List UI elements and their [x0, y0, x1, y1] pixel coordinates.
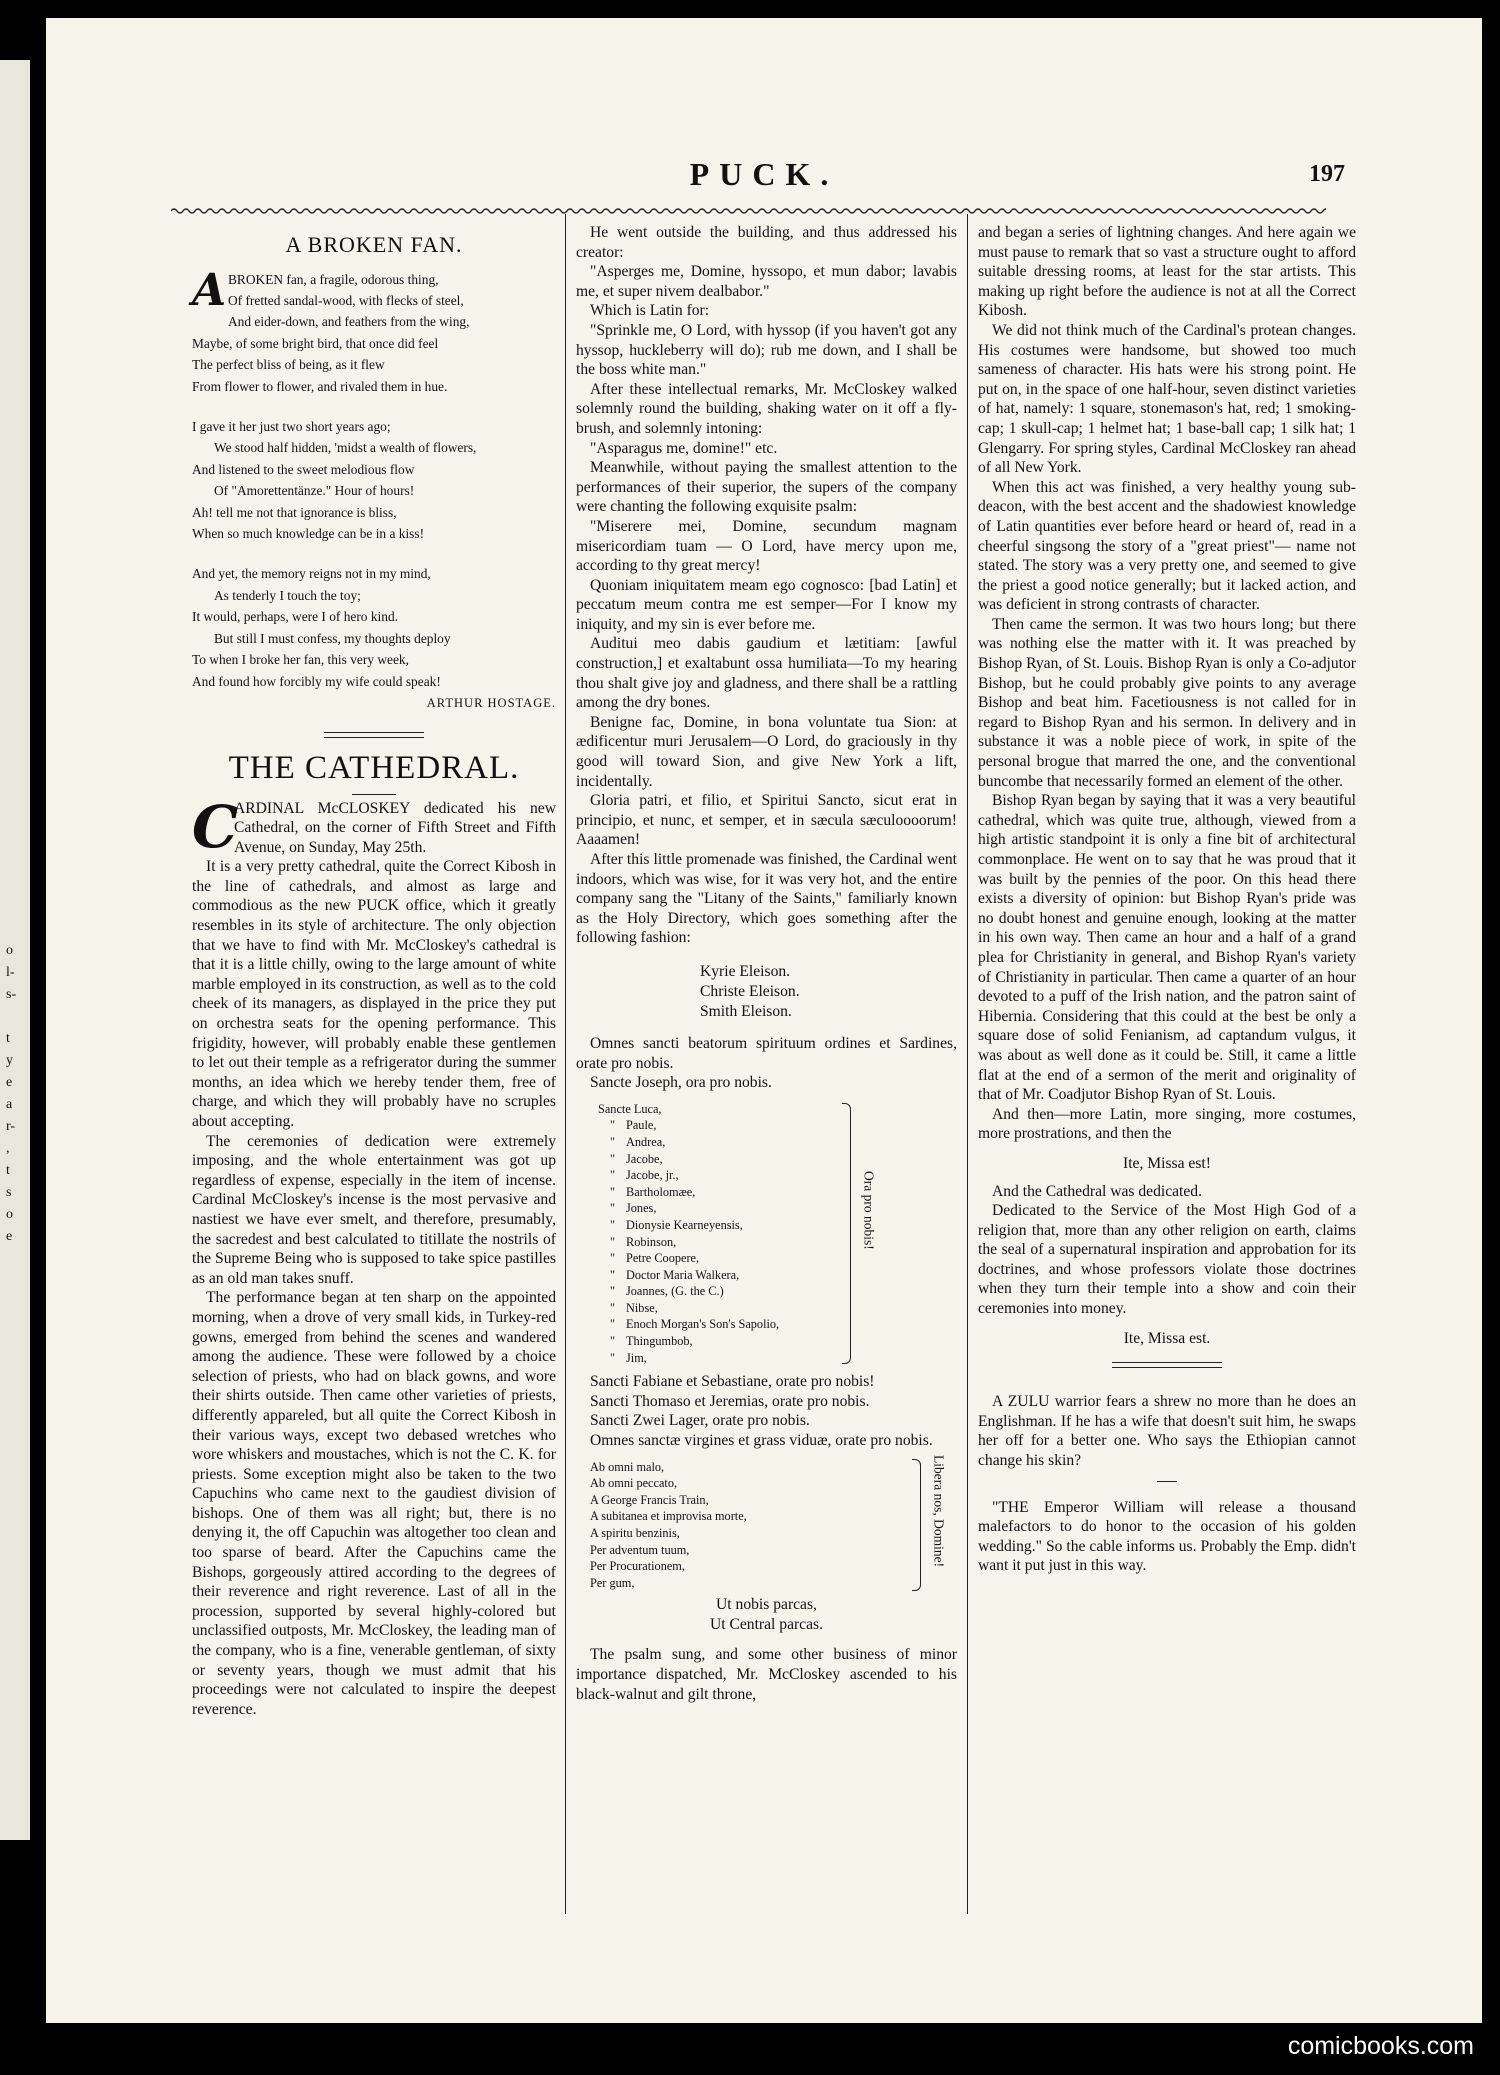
- previous-page-fragment: a: [6, 1097, 13, 1112]
- ditto-mark: ": [610, 1234, 616, 1249]
- article-paragraph: It is a very pretty cathedral, quite the Correct Kibosh in the line of cathedrals, and almost as large and commodious as the new PUCK office, which it greatly resembles in its style of architecture. The only objection that we have to find with Mr. McCloskey's cathedral is that it is a little chilly, owing to the large amount of white marble employed in its construction, as well as to the cold cheek of its managers, as displayed in the price they put on orchestra seats for the opening performance. This frigidity, however, will probably enable these gentlemen to let out their temple as a refrigerator during the summer months, an idea which we hereby tender them, free of charge, and which they will probably have no scruples about accepting.: [192, 858, 556, 1130]
- magazine-title: PUCK.: [689, 156, 839, 192]
- ditto-mark: ": [610, 1251, 616, 1266]
- litany-response: Ora pro nobis!: [861, 1170, 877, 1250]
- article-paragraph: He went outside the building, and thus addressed his creator:: [576, 224, 957, 261]
- litany-item: [598, 1234, 957, 1251]
- previous-page-fragment: e: [6, 1229, 13, 1244]
- kyrie-line: Kyrie Eleison.: [700, 962, 791, 980]
- parcas-block: [576, 1595, 957, 1635]
- column-3: [978, 223, 1356, 1576]
- litany-item: [598, 1184, 957, 1201]
- article-paragraph: The ceremonies of dedication were extremely imposing, and the whole entertainment was got up regardless of expense, especially in the item of incense. Cardinal McCloskey's incense is the most pervasive and nastiest we have ever smelt, and therefore, presumably, the sacredest and best calculated to titillate the nostrils of the Supreme Being who is supposed to take spice pastilles as an old man takes snuff.: [192, 1132, 556, 1287]
- article-paragraph: Omnes sanctæ virgines et grass viduæ, orate pro nobis.: [590, 1432, 933, 1450]
- poem-line: BROKEN fan, a fragile, odorous thing,: [228, 271, 439, 287]
- ditto-mark: ": [610, 1151, 616, 1166]
- ite-missa-est: Ite, Missa est!: [1123, 1154, 1211, 1172]
- litany-item: [598, 1134, 957, 1151]
- section-divider: [1112, 1362, 1222, 1363]
- libera-item: A spiritu benzinis,: [590, 1526, 680, 1540]
- litany-name: Petre Coopere,: [626, 1251, 700, 1266]
- litany-name: Thingumbob,: [626, 1334, 693, 1349]
- previous-page-fragment: t: [6, 1031, 10, 1046]
- article-paragraph: The performance began at ten sharp on the appointed morning, when a drove of very small kids, in Turkey-red gowns, emerged from behind the scenes and wandered among the audience. These were followed by a choice selection of priests, who had on black gowns, and wore their shirts outside. Then came other varieties of priests, differently appareled, but all quite the Correct Kibosh in their various ways, except two debased wretches who wore whiskers and moustaches, which is not the C. K. for priests. Some exception might also be taken to the two Capuchins who came next to the gaudiest division of bishops. One of them was all right; but, there is no denying it, the off Capuchin was altogether too clean and too sparse of beard. After the Capuchins came the Bishops, gorgeously attired according to the degrees of their reverence and right reverence. Last of all in the procession, supported by several highly-colored but unclassified outposts, Mr. McCloskey, the leading man of the company, who is a fine, venerable gentleman, of sixty or seventy years, though we must admit that his proceedings were not calculated to inspire the deepest reverence.: [192, 1289, 556, 1718]
- kyrie-block: [700, 962, 957, 1022]
- zulu-paragraph: [978, 1392, 1356, 1470]
- source-watermark: comicbooks.com: [1287, 2032, 1474, 2060]
- poem-line: It would, perhaps, were I of hero kind.: [192, 609, 399, 625]
- poem-line: Of "Amorettentänze." Hour of hours!: [214, 483, 415, 499]
- ditto-mark: ": [610, 1217, 616, 1232]
- article-paragraph: ARDINAL McCLOSKEY dedicated his new Cathedral, on the corner of Fifth Street and Fifth Avenue, on Sunday, May 25th.: [234, 799, 556, 856]
- section-divider: [324, 737, 424, 738]
- poem-line: I gave it her just two short years ago;: [192, 419, 391, 435]
- litany-name: Dionysie Kearneyensis,: [626, 1217, 743, 1232]
- poem-line: From flower to flower, and rivaled them in hue.: [192, 378, 448, 394]
- poem-heading: A BROKEN FAN.: [285, 232, 463, 257]
- libera-item: Ab omni malo,: [590, 1459, 665, 1474]
- article-paragraph: Meanwhile, without paying the smallest attention to the performances of their superior, the supers of the company were chanting the following exquisite psalm:: [576, 459, 957, 516]
- article-paragraph: Sancti Thomaso et Jeremias, orate pro nobis.: [590, 1392, 870, 1410]
- article-paragraph: "Sprinkle me, O Lord, with hyssop (if you haven't got any hyssop, huckleberry will do); rub me down, and I shall be the boss white man.": [576, 321, 957, 379]
- article-paragraph: Omnes sancti beatorum spirituum ordines et Sardines, orate pro nobis.: [576, 1034, 957, 1072]
- litany-name: Nibse,: [626, 1300, 658, 1315]
- libera-list: [590, 1454, 957, 1592]
- litany-item: [598, 1167, 957, 1184]
- magazine-page: [46, 18, 1482, 2023]
- libera-item: A George Francis Train,: [590, 1492, 709, 1507]
- previous-page-fragment: s: [6, 1185, 12, 1200]
- heading-rule: [352, 794, 396, 795]
- ditto-mark: ": [610, 1334, 616, 1349]
- libera-item: Per gum,: [590, 1575, 635, 1590]
- article-paragraph: Benigne fac, Domine, in bona voluntate tua Sion: at ædificentur muri Jerusalem—O Lord, do graciously in thy good will toward Sion, and give New York a lift, incidentally.: [576, 713, 957, 790]
- litany-item: [598, 1300, 957, 1317]
- litany-item: Sancte Luca,: [598, 1101, 662, 1116]
- article-paragraph: "Asperges me, Domine, hyssopo, et mun dabor; lavabis me, et super nivem dealbabor.": [576, 263, 957, 300]
- article-paragraph: The psalm sung, and some other business of minor importance dispatched, Mr. McCloskey ascended to his black-walnut and gilt throne,: [576, 1646, 957, 1703]
- article-paragraph: Dedicated to the Service of the Most High God of a religion that, more than any other religion on earth, claims the seal of a supernatural inspiration and approbation for its doctrines, and whose professors violate those doctrines when they turn their temple into a show and coin their ceremonies into money.: [978, 1202, 1356, 1318]
- litany-item: [598, 1217, 957, 1234]
- article-paragraph: Bishop Ryan began by saying that it was a very beautiful cathedral, which was quite true, although, viewed from a high artistic standpoint it is only a fine bit of architectural commonplace. He went on to say that he was proud that it was built by the pennies of the poor. On this head there exists a diversity of opinion: but Bishop Ryan's pride was no doubt honest and genuine enough, looking at the matter in his own way. Then came an hour and a half of a grand plea for Christianity in general, and Bishop Ryan's variety of Christianity in particular. Then came a quarter of an hour devoted to a puff of the Irish nation, and the patron saint of Hibernia. Considering that this could at the best be only a square dose of solid Fenianism, ad captandum vulgus, it was about as well done as it could be. Still, it came a little flat at the end of a sermon of the merit and originality of that of Mr. Coadjutor Bishop Ryan of St. Louis.: [978, 792, 1356, 1104]
- litany-item: [598, 1267, 957, 1284]
- parcas-line: Ut Central parcas.: [709, 1616, 823, 1634]
- article-paragraph: and began a series of lightning changes. And here again we must pause to remark that so vast a structure ought to afford suitable dressing rooms, at least for the star artists. This making up right before the audience is not at all the Correct Kibosh.: [978, 224, 1356, 320]
- poem-line: And listened to the sweet melodious flow: [192, 461, 415, 477]
- litany-brace: [842, 1103, 851, 1365]
- poem-author: ARTHUR HOSTAGE.: [426, 695, 556, 710]
- poem-line: And yet, the memory reigns not in my mind,: [192, 566, 431, 582]
- litany-item: [598, 1250, 957, 1267]
- previous-page-fragment: y: [6, 1053, 13, 1068]
- ditto-mark: ": [610, 1134, 616, 1149]
- poem-line: And found how forcibly my wife could speak!: [192, 673, 441, 689]
- article-paragraph: When this act was finished, a very healthy young sub-deacon, with the best accent and the shadowiest knowledge of Latin quantities ever before heard or heard of, read in a cheerful singsong the story of a "great priest"— name not stated. The story was a very pretty one, and seemed to give the priest a good notice generally; but it lacked action, and was deficient in strong contrasts of character.: [978, 478, 1356, 614]
- ditto-mark: ": [610, 1184, 616, 1199]
- litany-item: [598, 1333, 957, 1350]
- column-rule-1: [565, 214, 566, 1914]
- poem-line: Maybe, of some bright bird, that once did feel: [192, 335, 439, 351]
- ite-missa-est-final: Ite, Missa est.: [1123, 1329, 1211, 1347]
- section-divider: [1112, 1367, 1222, 1368]
- article-drop-cap: C: [192, 792, 239, 861]
- previous-page-fragment: s-: [6, 987, 17, 1002]
- ditto-mark: ": [610, 1317, 616, 1332]
- libera-item: Per Procurationem,: [590, 1559, 685, 1574]
- article-paragraph: We did not think much of the Cardinal's protean changes. His costumes were handsome, but showed too much sameness of character. His hats were his strong point. He put on, in the space of one half-hour, seven distinct varieties of hat, namely: 1 square, stonemason's hat, red; 1 smoking-cap; 1 skull-cap; 1 helmet hat; 1 base-ball cap; 1 silk hat; 1 Glengarry. For spring styles, Cardinal McCloskey ran ahead of all New York.: [978, 321, 1356, 477]
- article-heading: THE CATHEDRAL.: [228, 749, 520, 786]
- zulu-lead: A ZULU: [992, 1393, 1050, 1411]
- poem-line: And eider-down, and feathers from the wing,: [228, 314, 470, 330]
- poem-drop-cap: A: [192, 264, 227, 316]
- ditto-mark: ": [610, 1267, 616, 1282]
- litany-list: [598, 1101, 957, 1367]
- article-paragraph: "Miserere mei, Domine, secundum magnam misericordiam tuam — O Lord, have mercy upon me, according to thy great mercy!: [576, 517, 957, 575]
- emperor-paragraph: [978, 1498, 1356, 1576]
- litany-name: Jones,: [626, 1201, 657, 1216]
- litany-name: Doctor Maria Walkera,: [626, 1267, 740, 1282]
- ditto-mark: ": [610, 1201, 616, 1216]
- article-paragraph: Gloria patri, et filio, et Spiritui Sancto, sicut erat in principio, et nunc, et semper, et in sæcula sæculoooorum! Aaaamen!: [576, 792, 957, 849]
- article-paragraph: Sancte Joseph, ora pro nobis.: [590, 1074, 772, 1092]
- article-paragraph: Sancti Zwei Lager, orate pro nobis.: [590, 1412, 810, 1430]
- article-paragraph: Quoniam iniquitatem meam ego cognosco: [bad Latin] et peccatum meum contra me est semper—For I know my iniquity, and my sin is ever before me.: [576, 576, 957, 633]
- poem-line: As tenderly I touch the toy;: [214, 587, 361, 603]
- kyrie-line: Smith Eleison.: [700, 1002, 792, 1020]
- libera-brace: [912, 1459, 921, 1592]
- emperor-text: Emperor William will release a thousand malefactors to do honor to the occasion of his golden wedding." So the cable informs us. Probably the Emp. didn't want it put just in this way.: [978, 1498, 1356, 1575]
- libera-item: Per adventum tuum,: [590, 1542, 690, 1557]
- page-number: 197: [1309, 161, 1345, 187]
- column-1: [192, 223, 556, 1719]
- previous-page-fragment: e: [6, 1075, 13, 1090]
- ditto-mark: ": [610, 1350, 616, 1365]
- poem-line: We stood half hidden, 'midst a wealth of flowers,: [214, 440, 477, 456]
- previous-page-fragment: l-: [6, 965, 15, 980]
- litany-item: [598, 1151, 957, 1168]
- kyrie-line: Christe Eleison.: [700, 982, 800, 1000]
- article-paragraph: Which is Latin for:: [590, 302, 710, 320]
- litany-item: [598, 1316, 957, 1333]
- article-paragraph: After this little promenade was finished, the Cardinal went indoors, which was wise, for it was very hot, and the entire company sang the "Litany of the Saints," familiarly known as the Holy Directory, which goes something after the following fashion:: [576, 851, 957, 947]
- ditto-mark: ": [610, 1284, 616, 1299]
- litany-name: Bartholomæe,: [626, 1184, 696, 1199]
- litany-name: Jim,: [626, 1350, 647, 1365]
- litany-name: Paule,: [626, 1118, 657, 1133]
- header-wavy-rule: [171, 206, 1326, 216]
- litany-name: Andrea,: [626, 1134, 666, 1149]
- libera-item: A subitanea et improvisa morte,: [590, 1509, 747, 1524]
- litany-item: [598, 1200, 957, 1217]
- litany-name: Joannes, (G. the C.): [626, 1284, 724, 1299]
- previous-page-edge: [0, 60, 30, 1840]
- column-rule-2: [967, 214, 968, 1914]
- litany-name: Jacobe, jr.,: [626, 1168, 679, 1183]
- litany-item: [598, 1283, 957, 1300]
- litany-name: Robinson,: [626, 1234, 677, 1249]
- litany-item: [598, 1350, 957, 1367]
- article-paragraph: Sancti Fabiane et Sebastiane, orate pro nobis!: [590, 1373, 875, 1391]
- libera-response: Libera nos, Domine!: [931, 1454, 947, 1567]
- zulu-text: warrior fears a shrew no more than he does an Englishman. If he has a wife that doesn't suit him, he swaps her off for a better one. Who says the Ethiopian cannot change his skin?: [978, 1393, 1357, 1470]
- previous-page-fragment: o: [6, 943, 13, 958]
- article-paragraph: And the Cathedral was dedicated.: [992, 1182, 1203, 1200]
- article-paragraph: After these intellectual remarks, Mr. McCloskey walked solemnly round the building, shaking water on it off a fly-brush, and solemnly intoning:: [576, 380, 957, 437]
- ditto-mark: ": [610, 1168, 616, 1183]
- poem: [192, 264, 556, 692]
- previous-page-fragment: t: [6, 1163, 10, 1178]
- ditto-mark: ": [610, 1118, 616, 1133]
- poem-line: Of fretted sandal-wood, with flecks of steel,: [228, 293, 464, 308]
- previous-page-fragment: r-: [6, 1119, 16, 1134]
- article-paragraph: "Asparagus me, domine!" etc.: [590, 439, 778, 457]
- parcas-line: Ut nobis parcas,: [716, 1596, 817, 1614]
- emperor-lead: "THE: [992, 1498, 1029, 1516]
- poem-line: When so much knowledge can be in a kiss!: [192, 526, 425, 542]
- poem-line: To when I broke her fan, this very week,: [192, 652, 409, 668]
- poem-line: Ah! tell me not that ignorance is bliss,: [192, 504, 397, 520]
- poem-line: The perfect bliss of being, as it flew: [192, 357, 385, 373]
- litany-name: Jacobe,: [626, 1151, 663, 1166]
- item-divider: [1157, 1481, 1177, 1482]
- ditto-mark: ": [610, 1300, 616, 1315]
- article-paragraph: And then—more Latin, more singing, more costumes, more prostrations, and then the: [978, 1105, 1356, 1143]
- poem-line: But still I must confess, my thoughts deploy: [214, 630, 451, 646]
- previous-page-fragment: ,: [6, 1141, 10, 1156]
- litany-item: [598, 1117, 957, 1134]
- previous-page-fragment: o: [6, 1207, 13, 1222]
- section-divider: [324, 732, 424, 733]
- article-paragraph: Then came the sermon. It was two hours long; but there was nothing else the matter with it. It was preached by Bishop Ryan, of St. Louis. Bishop Ryan is only a Co-adjutor Bishop, but he could probably give points to any average Bishop and beat him. Facetiousness is not called for in regard to Bishop Ryan and his sermon. In delivery and in substance it was a noble piece of work, in spite of the personal brogue that marred the one, and the conventional buncombe that necessarily formed an element of the other.: [978, 615, 1356, 790]
- libera-item: Ab omni peccato,: [590, 1476, 678, 1491]
- litany-name: Enoch Morgan's Son's Sapolio,: [626, 1317, 780, 1332]
- article-paragraph: Auditui meo dabis gaudium et lætitiam: [awful construction,] et exaltabunt ossa humiliata—To my hearing thou shalt give joy and gladness, and there shall be a rattling among the dry bones.: [576, 635, 957, 712]
- column-2: [576, 223, 957, 1704]
